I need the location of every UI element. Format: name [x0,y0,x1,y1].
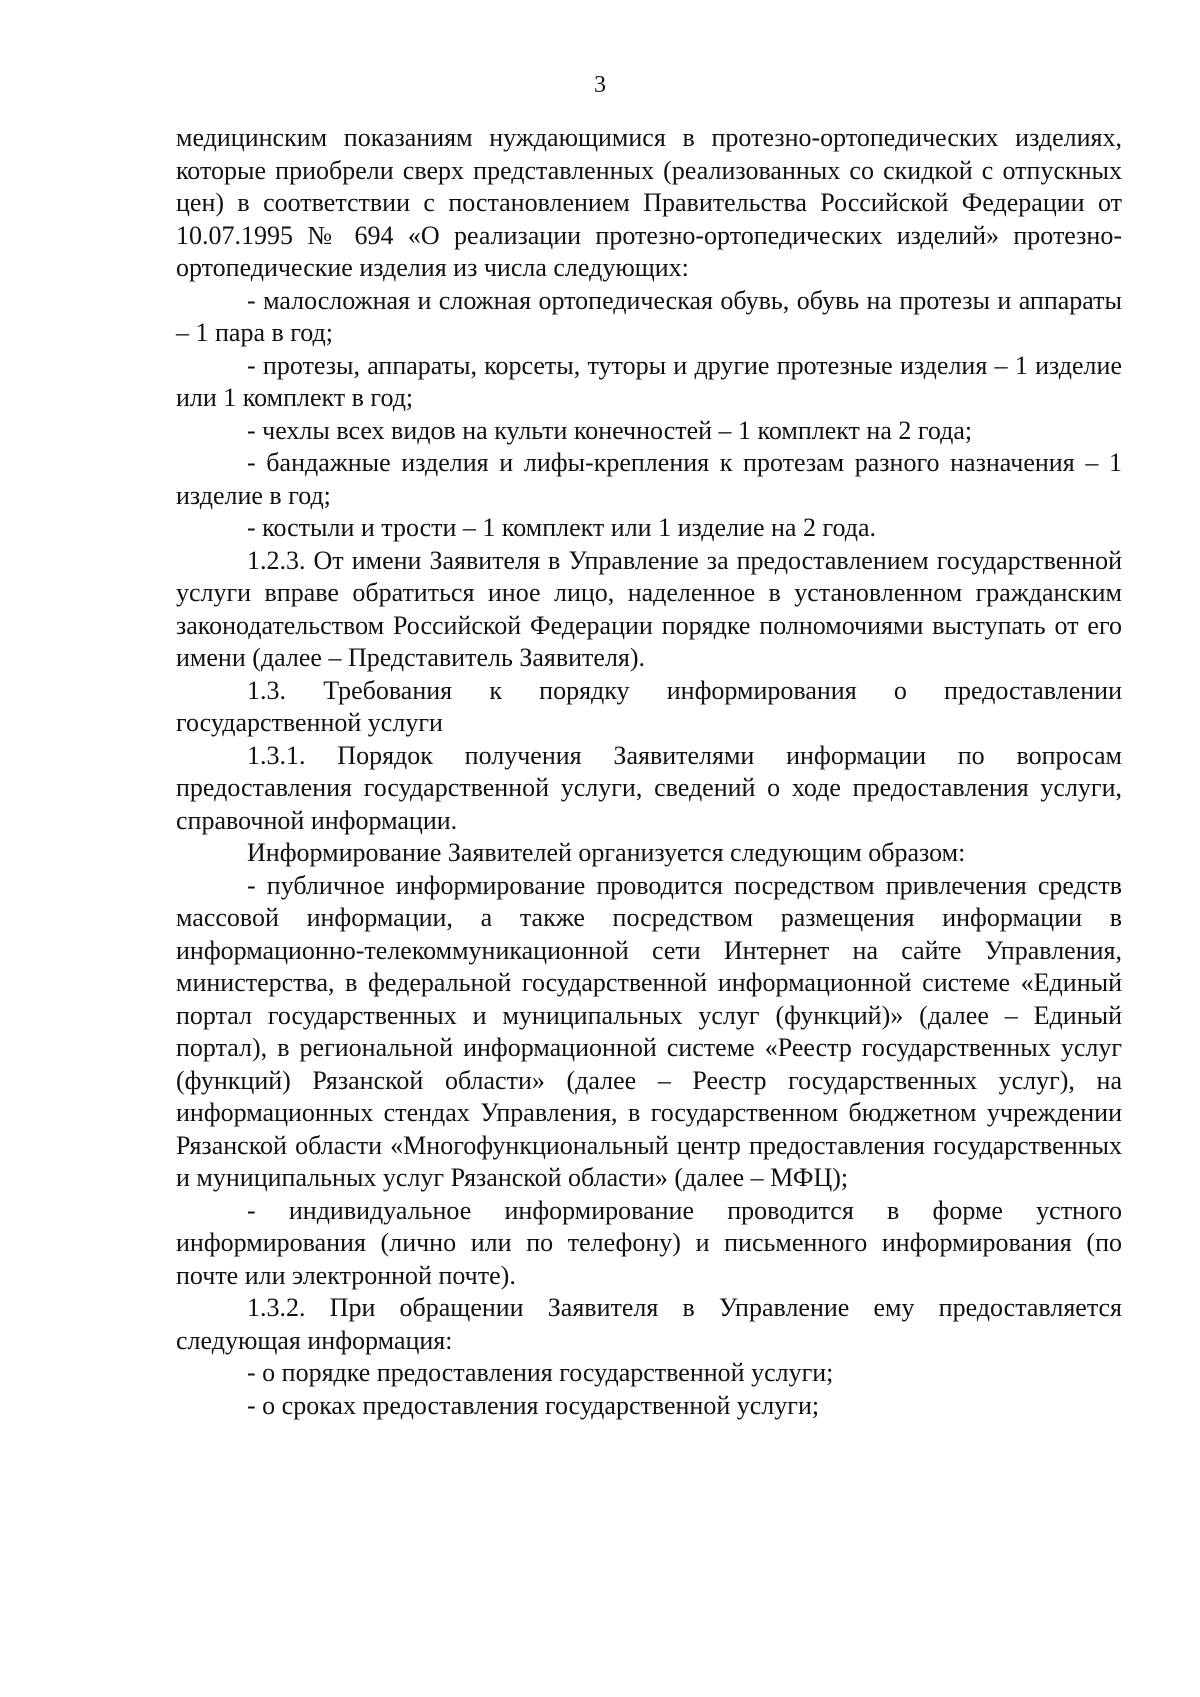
paragraph-1-3-2: 1.3.2. При обращении Заявителя в Управление ему предоставляется следующая информация: [176,1293,1122,1355]
list-item-covers: - чехлы всех видов на культи конечностей – 1 комплект на 2 года; [247,415,973,445]
page-number: 3 [594,72,606,98]
paragraph-1-2-3: 1.2.3. От имени Заявителя в Управление за предоставлением государственной услуги вправе обратиться иное лицо, наделенное в установленном гражданским законодательством Российской Федерации порядке полномочиями выступать от его имени (далее – Представитель Заявителя). [176,545,1122,672]
list-item-procedure: - о порядке предоставления государственной услуги; [247,1358,834,1387]
list-item-orthopedic-shoes: - малосложная и сложная ортопедическая обувь, обувь на протезы и аппараты – 1 пара в год; [176,285,1122,347]
paragraph-informing: Информирование Заявителей организуется следующим образом: [247,838,966,867]
list-item-terms: - о сроках предоставления государственной услуги; [247,1390,820,1420]
paragraph-1-3: 1.3. Требования к порядку информирования о предоставлении государственной услуги [176,675,1122,737]
list-item-crutches: - костыли и трости – 1 комплект или 1 изделие на 2 года. [247,513,876,542]
paragraph-1-3-1: 1.3.1. Порядок получения Заявителями информации по вопросам предоставления государственной услуги, сведений о ходе предоставления услуги, справочной информации. [176,740,1122,835]
list-item-public-informing: - публичное информирование проводится посредством привлечения средств массовой информации, а также посредством размещения информации в информационно-телекоммуникационной сети Интернет на сайте Управления, министерства, в федеральной государственной информационной системе «Единый портал государственных и муниципальных услуг (функций)» (далее – Единый портал), в региональной информационной системе «Реестр государственных услуг (функций) Рязанской области» (далее – Реестр государственных услуг), на информационных стендах Управления, в государственном бюджетном учреждении Рязанской области «Многофункциональный центр предоставления государственных и муниципальных услуг Рязанской области» (далее – МФЦ); [176,870,1122,1192]
list-item-prostheses: - протезы, аппараты, корсеты, туторы и другие протезные изделия – 1 изделие или 1 комплект в год; [176,350,1122,412]
paragraph-intro: медицинским показаниям нуждающимися в протезно-ортопедических изделиях, которые приобрели сверх представленных (реализованных со скидкой с отпускных цен) в соответствии с постановлением Правительства Российской Федерации от 10.07.1995 № 694 «О реализации протезно-ортопедических изделий» протезно-ортопедические изделия из числа следующих: [176,123,1122,282]
list-item-bandages: - бандажные изделия и лифы-крепления к протезам разного назначения – 1 изделие в год; [176,448,1122,510]
document-body [176,122,1122,1422]
list-item-individual-informing: - индивидуальное информирование проводится в форме устного информирования (лично или по телефону) и письменного информирования (по почте или электронной почте). [176,1195,1122,1290]
